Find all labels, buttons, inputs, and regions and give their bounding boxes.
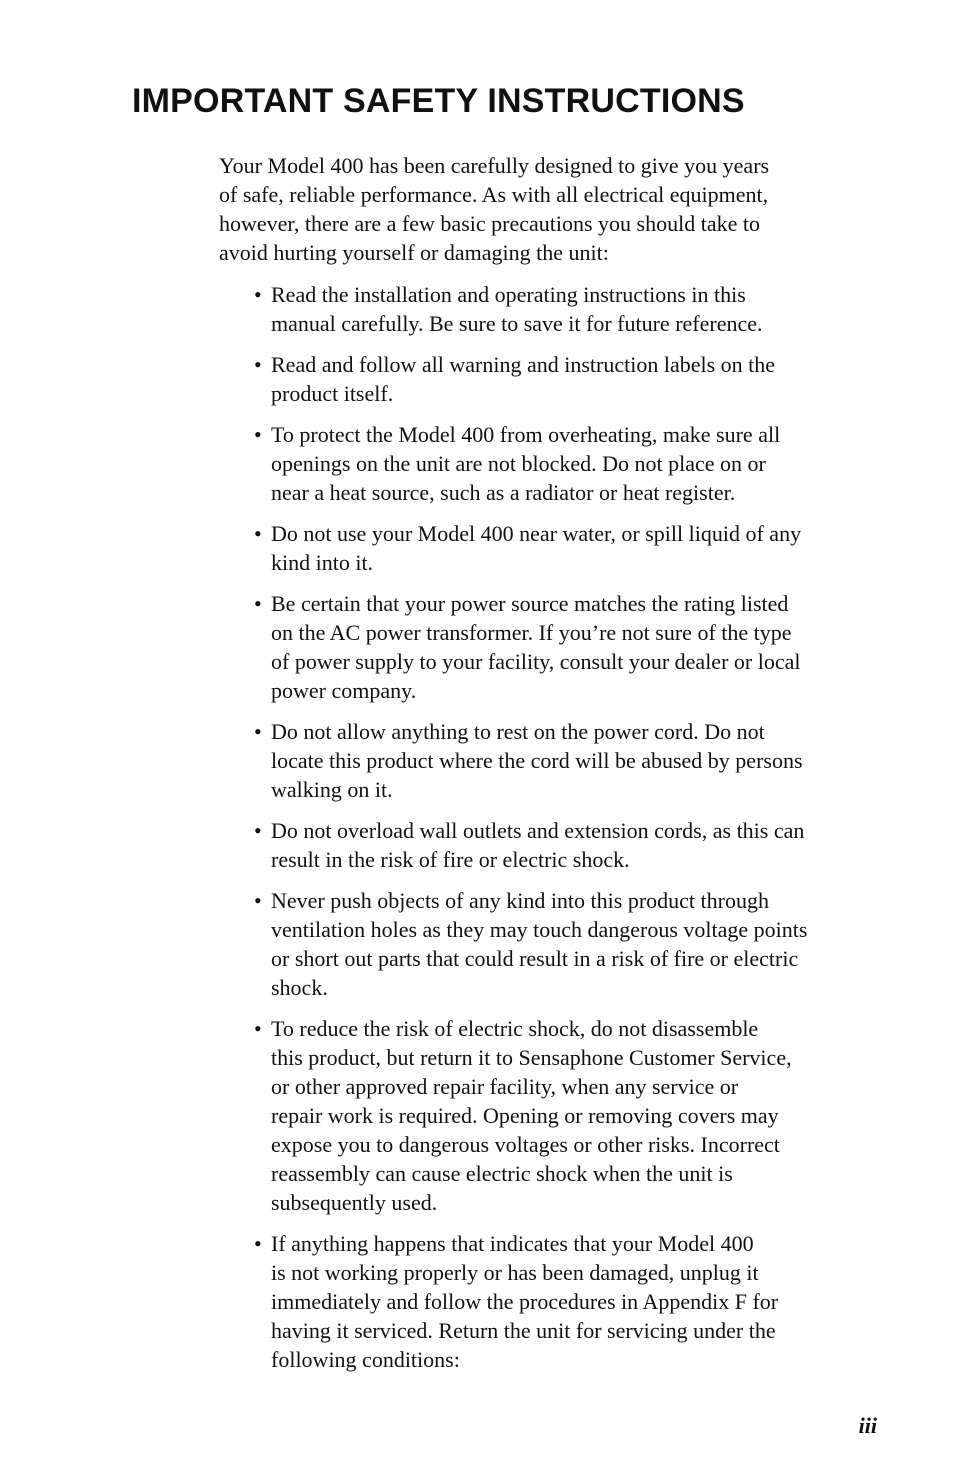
bullet-icon: • — [254, 888, 262, 913]
list-item — [254, 816, 874, 874]
list-item-text: Be certain that your power source matches the rating listed on the AC power transformer. If you’re not sure of the type of power supply to your facility, consult your dealer or local power company. — [271, 591, 801, 703]
page-number: iii — [858, 1413, 877, 1438]
bullet-icon: • — [254, 352, 262, 377]
list-item-text: Do not overload wall outlets and extension cords, as this can result in the risk of fire or electric shock. — [271, 818, 805, 872]
intro-paragraph: Your Model 400 has been carefully designed to give you years of safe, reliable performance. As with all electrical equipment, however, there are a few basic precautions you should take to avoid hurting yourself or damaging the unit: — [219, 153, 770, 265]
list-item-text: To protect the Model 400 from overheating, make sure all openings on the unit are not blocked. Do not place on or near a heat source, such as a radiator or heat register. — [271, 422, 781, 505]
bullet-icon: • — [254, 1016, 262, 1041]
list-item — [254, 280, 874, 338]
list-item-text: Do not use your Model 400 near water, or spill liquid of any kind into it. — [271, 521, 802, 575]
list-item — [254, 420, 874, 507]
list-item-text: To reduce the risk of electric shock, do not disassemble this product, but return it to Sensaphone Customer Service, or other approved repair facility, when any service or repair work is required. Opening or removing covers may expose you to dangerous voltages or other risks. Incorrect reassembly can cause electric shock when the unit is subsequently used. — [271, 1016, 792, 1215]
list-item — [254, 519, 874, 577]
safety-instructions-list — [254, 280, 874, 1386]
page-title: IMPORTANT SAFETY INSTRUCTIONS — [132, 82, 745, 120]
bullet-icon: • — [254, 1231, 262, 1256]
list-item — [254, 886, 874, 1002]
list-item-text: Read and follow all warning and instruction labels on the product itself. — [271, 352, 776, 406]
bullet-icon: • — [254, 282, 262, 307]
bullet-icon: • — [254, 818, 262, 843]
list-item-text: If anything happens that indicates that your Model 400 is not working properly or has been damaged, unplug it immediately and follow the procedures in Appendix F for having it serviced. Return the unit for servicing under the following conditions: — [271, 1231, 779, 1372]
bullet-icon: • — [254, 521, 262, 546]
list-item — [254, 717, 874, 804]
bullet-icon: • — [254, 591, 262, 616]
bullet-icon: • — [254, 422, 262, 447]
list-item-text: Never push objects of any kind into this product through ventilation holes as they may touch dangerous voltage points or short out parts that could result in a risk of fire or electric shock. — [271, 888, 808, 1000]
list-item-text: Read the installation and operating instructions in this manual carefully. Be sure to save it for future reference. — [271, 282, 763, 336]
list-item-text: Do not allow anything to rest on the power cord. Do not locate this product where the cord will be abused by persons walking on it. — [271, 719, 803, 802]
list-item — [254, 1014, 874, 1217]
list-item — [254, 589, 874, 705]
bullet-icon: • — [254, 719, 262, 744]
list-item — [254, 1229, 874, 1374]
list-item — [254, 350, 874, 408]
